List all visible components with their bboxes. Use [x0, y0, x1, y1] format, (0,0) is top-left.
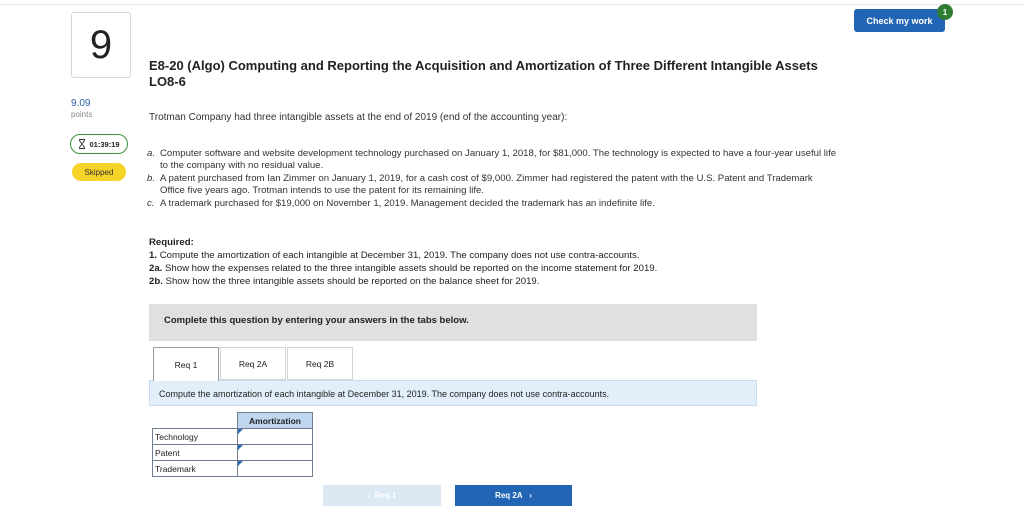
problem-item — [147, 173, 837, 197]
problem-intro: Trotman Company had three intangible assets at the end of 2019 (end of the accounting year): — [149, 112, 568, 123]
requirement-text: Compute the amortization of each intangible at December 31, 2019. The company does not use contra-accounts. — [159, 250, 640, 261]
tab-req-2a[interactable]: Req 2A — [220, 347, 286, 380]
requirement-number: 2a. — [149, 263, 163, 274]
points-label: points — [71, 110, 93, 119]
requirements — [149, 236, 799, 288]
item-letter: c. — [147, 198, 155, 209]
check-my-work-button[interactable]: Check my work — [854, 9, 945, 32]
problem-title: E8-20 (Algo) Computing and Reporting the Acquisition and Amortization of Three Different Intangible Assets LO8-6 — [149, 58, 818, 89]
requirement-item — [149, 275, 799, 288]
row-label: Technology — [153, 429, 238, 445]
instructions-banner: Complete this question by entering your answers in the tabs below. — [149, 304, 757, 341]
tab-req-1[interactable]: Req 1 — [153, 347, 219, 381]
status-badge: Skipped — [72, 163, 126, 181]
requirement-item — [149, 249, 799, 262]
table-row — [153, 445, 313, 461]
timer-value: 01:39:19 — [89, 139, 120, 149]
problem-items — [147, 148, 837, 211]
top-divider — [0, 4, 1024, 5]
table-row — [153, 429, 313, 445]
chevron-right-icon: › — [529, 491, 532, 500]
requirement-text: Show how the three intangible assets should be reported on the balance sheet for 2019. — [165, 276, 540, 287]
item-text: A patent purchased from Ian Zimmer on January 1, 2019, for a cash cost of $9,000. Zimmer had registered the patent with the U.S. Patent and Trademark Office five years ago. Trotman intends to use the patent for its remaining life. — [160, 173, 813, 196]
requirement-text: Show how the expenses related to the three intangible assets should be reported on the income statement for 2019. — [165, 263, 658, 274]
patent-amortization-input[interactable] — [238, 445, 313, 461]
requirement-number: 1. — [149, 250, 158, 261]
tab-instruction: Compute the amortization of each intangible at December 31, 2019. The company does not use contra-accounts. — [149, 380, 757, 406]
table-corner — [153, 413, 238, 429]
timer — [70, 134, 128, 154]
tab-req-2b[interactable]: Req 2B — [287, 347, 353, 380]
required-heading: Required: — [149, 237, 194, 248]
requirement-number: 2b. — [149, 276, 163, 287]
chevron-left-icon: ‹ — [367, 491, 371, 500]
question-number-box — [71, 12, 131, 78]
next-req-button[interactable] — [455, 485, 572, 506]
next-req-label: Req 2A — [495, 491, 523, 500]
trademark-amortization-input[interactable] — [238, 461, 313, 477]
amortization-table — [152, 412, 313, 477]
item-letter: a. — [147, 148, 156, 159]
row-label: Trademark — [153, 461, 238, 477]
points-value: 9.09 — [71, 98, 91, 109]
technology-amortization-input[interactable] — [238, 429, 313, 445]
hourglass-icon — [78, 139, 86, 149]
item-text: A trademark purchased for $19,000 on November 1, 2019. Management decided the trademark has an indefinite life. — [160, 198, 655, 209]
problem-item — [147, 198, 837, 210]
item-letter: b. — [147, 173, 156, 184]
amortization-header: Amortization — [238, 413, 313, 429]
table-header-row — [153, 413, 313, 429]
requirement-item — [149, 262, 799, 275]
table-row — [153, 461, 313, 477]
notification-badge: 1 — [937, 4, 953, 20]
prev-req-button[interactable] — [323, 485, 441, 506]
prev-req-label: Req 1 — [374, 491, 397, 500]
question-number: 9 — [89, 22, 113, 67]
item-text: Computer software and website development technology purchased on January 1, 2018, for $81,000. The technology is expected to have a four-year useful life to the company with no residual value. — [160, 148, 837, 171]
row-label: Patent — [153, 445, 238, 461]
problem-item — [147, 148, 837, 172]
